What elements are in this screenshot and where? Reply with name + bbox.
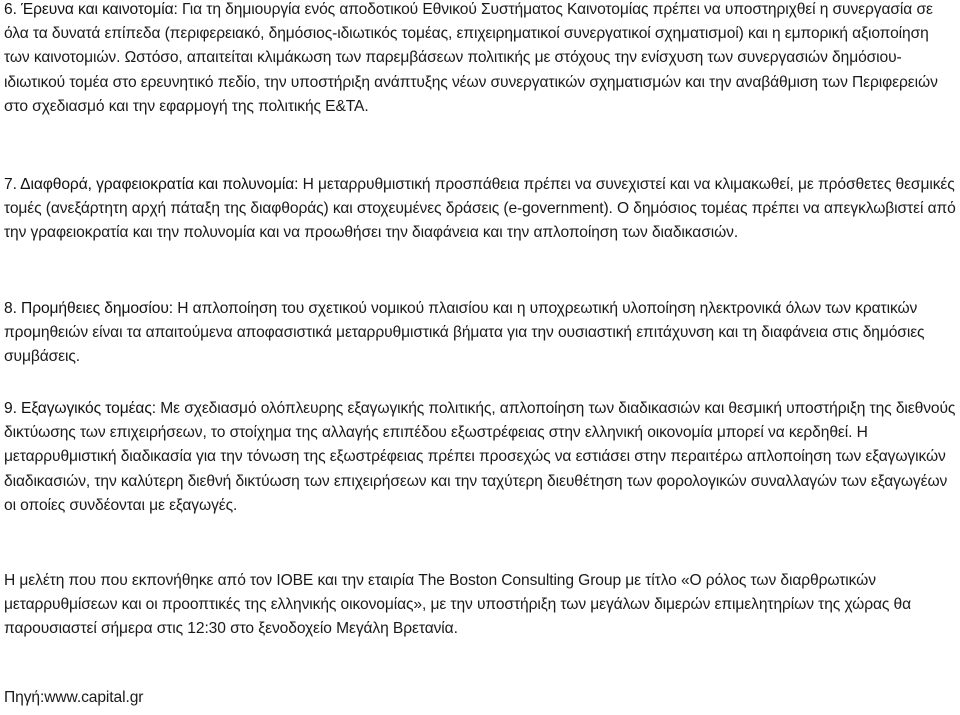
paragraph-body: Η μελέτη που που εκπονήθηκε από τον ΙΟΒΕ και την εταιρία The Boston Consulting Group με τίτλο «Ο ρόλος των διαρθρωτικών μεταρρυθμίσεων και οι προοπτικές της ελληνικής οικονομίας», με την υποστήριξη των μεγάλων διμερών επιμελητηρίων της χώρας θα παρουσιαστεί σήμερα στις 12:30 στο ξενοδοχείο Μεγάλη Βρετανία. xyxy=(4,572,912,638)
source-link[interactable]: Πηγή:www.capital.gr xyxy=(4,689,144,706)
paragraph-lead: 6. Έρευνα και καινοτομία: xyxy=(4,1,182,18)
paragraph-body: Με σχεδιασμό ολόπλευρης εξαγωγικής πολιτικής, απλοποίηση των διαδικασιών και θεσμική υποστήριξη της διεθνούς δικτύωσης των επιχειρήσεων, το στοίχημα της αλλαγής επιπέδου εξωστρέφειας στην ελληνική οικονομία μπορεί να κερδηθεί. Η μεταρρυθμιστική διαδικασία για την τόνωση της εξωστρέφειας πρέπει προσεχώς να εστιάσει στην περαιτέρω απλοποίηση των εξαγωγικών διαδικασιών, την καλύτερη διεθνή δικτύωση των επιχειρήσεων και την ταχύτερη διευθέτηση των φορολογικών συναλλαγών των εξαγωγέων οι οποίες συνδέονται με εξαγωγές. xyxy=(4,400,956,514)
paragraph-corruption xyxy=(4,173,956,246)
paragraph-lead: 8. Προμήθειες δημοσίου: xyxy=(4,300,178,317)
paragraph-body: Η απλοποίηση του σχετικού νομικού πλαισίου και η υποχρεωτική υλοποίηση ηλεκτρονικά όλων των κρατικών προμηθειών είναι τα απαιτούμενα αποφασιστικά μεταρρυθμιστικά βήματα για την ουσιαστική επιτάχυνση και τη διαφάνεια στις δημόσιες συμβάσεις. xyxy=(4,300,925,366)
paragraph-body: Η μεταρρυθμιστική προσπάθεια πρέπει να συνεχιστεί και να κλιμακωθεί, με πρόσθετες θεσμικές τομές (ανεξάρτητη αρχή πάταξη της διαφθοράς) και στοχευμένες δράσεις (e-government). Ο δημόσιος τομέας πρέπει να απεγκλωβιστεί από την γραφειοκρατία και την πολυνομία και να προωθήσει την διαφάνεια και την απλοποίηση των διαδικασιών. xyxy=(4,176,956,242)
paragraph-lead: 7. Διαφθορά, γραφειοκρατία και πολυνομία: xyxy=(4,176,303,193)
paragraph-lead-cont: Για τη δημιουργία ενός αποδοτικού Εθνικού Συστήματος Καινοτομίας πρέπει να υποστηριχθεί η συνεργασία σε όλα τα δυνατά επίπεδα (περιφερειακό, δημόσιος-ιδιωτικός τομέας, επιχειρηματικοί συνεργατικοί σχηματισμοί) και η εμπορική αξιοποίηση των καινοτομιών. xyxy=(4,1,933,67)
paragraph-study xyxy=(4,569,956,642)
paragraph-exports xyxy=(4,397,956,518)
source-line xyxy=(4,686,143,710)
paragraph-body: Ωστόσο, απαιτείται κλιμάκωση των παρεμβάσεων πολιτικής με στόχους την ενίσχυση των συνεργασιών δημόσιου-ιδιωτικού τομέα στο ερευνητικό πεδίο, την υποστήριξη ανάπτυξης νέων συνεργατικών σχηματισμών και την αναβάθμιση των Περιφερειών στο σχεδιασμό και την εφαρμογή της πολιτικής Ε&ΤΑ. xyxy=(4,49,938,115)
paragraph-research-innovation xyxy=(4,0,956,119)
paragraph-lead: 9. Εξαγωγικός τομέας: xyxy=(4,400,161,417)
paragraph-procurement xyxy=(4,297,956,370)
